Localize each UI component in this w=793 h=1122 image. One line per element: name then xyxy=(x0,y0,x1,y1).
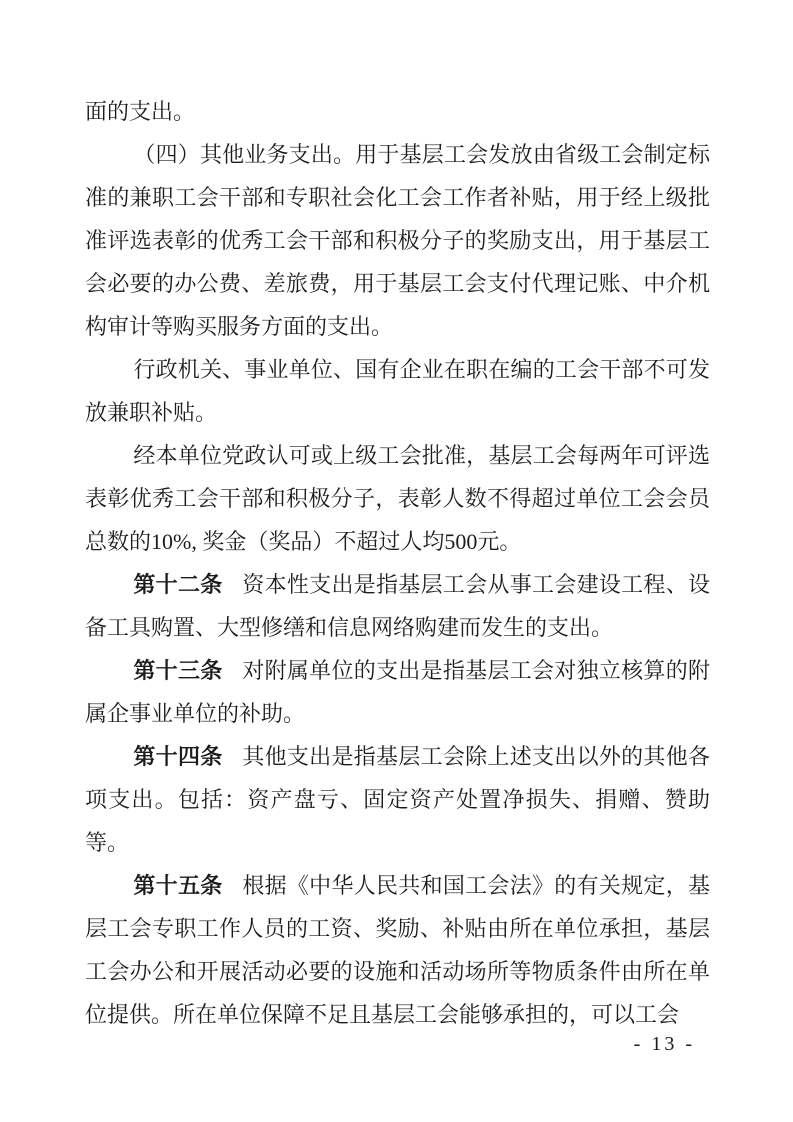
article-13-heading: 第十三条 xyxy=(133,658,223,683)
paragraph-text: 根据《中华人民共和国工会法》的有关规定，基层工会专职工作人员的工资、奖励、补贴由所在单位承担，基层工会办公和开展活动必要的设施和活动场所等物质条件由所在单位提供。所在单位保障不足且基层工会能够承担的，可以工会 xyxy=(85,873,710,1027)
article-15-heading: 第十五条 xyxy=(133,873,223,898)
paragraph-article-14 xyxy=(85,735,710,864)
paragraph-text: 行政机关、事业单位、国有企业在职在编的工会干部不可发放兼职补贴。 xyxy=(85,357,710,425)
paragraph-other-business-expense xyxy=(85,133,710,348)
paragraph-article-12 xyxy=(85,563,710,649)
paragraph-text: 经本单位党政认可或上级工会批准，基层工会每两年可评选表彰优秀工会干部和积极分子，表彰人数不得超过单位工会会员总数的10%, 奖金（奖品）不超过人均500元。 xyxy=(85,443,710,554)
paragraph-text: 面的支出。 xyxy=(85,99,196,124)
paragraph-article-13 xyxy=(85,649,710,735)
page-number: - 13 - xyxy=(633,1033,695,1055)
paragraph-text: 其他支出是指基层工会除上述支出以外的其他各项支出。包括：资产盘亏、固定资产处置净损失、捐赠、赞助等。 xyxy=(85,744,710,855)
paragraph-text: 资本性支出是指基层工会从事工会建设工程、设备工具购置、大型修缮和信息网络购建而发生的支出。 xyxy=(85,572,710,640)
paragraph-commendation-rule xyxy=(85,434,710,563)
paragraph-no-subsidy-rule xyxy=(85,348,710,434)
paragraph-article-15 xyxy=(85,864,710,1036)
document-body xyxy=(85,90,710,1036)
paragraph-text: 对附属单位的支出是指基层工会对独立核算的附属企事业单位的补助。 xyxy=(85,658,710,726)
article-12-heading: 第十二条 xyxy=(133,572,223,597)
paragraph-text: （四）其他业务支出。用于基层工会发放由省级工会制定标准的兼职工会干部和专职社会化工会工作者补贴，用于经上级批准评选表彰的优秀工会干部和积极分子的奖励支出，用于基层工会必要的办公费、差旅费，用于基层工会支付代理记账、中介机构审计等购买服务方面的支出。 xyxy=(85,142,710,339)
paragraph-continuation xyxy=(85,90,710,133)
article-14-heading: 第十四条 xyxy=(133,744,223,769)
